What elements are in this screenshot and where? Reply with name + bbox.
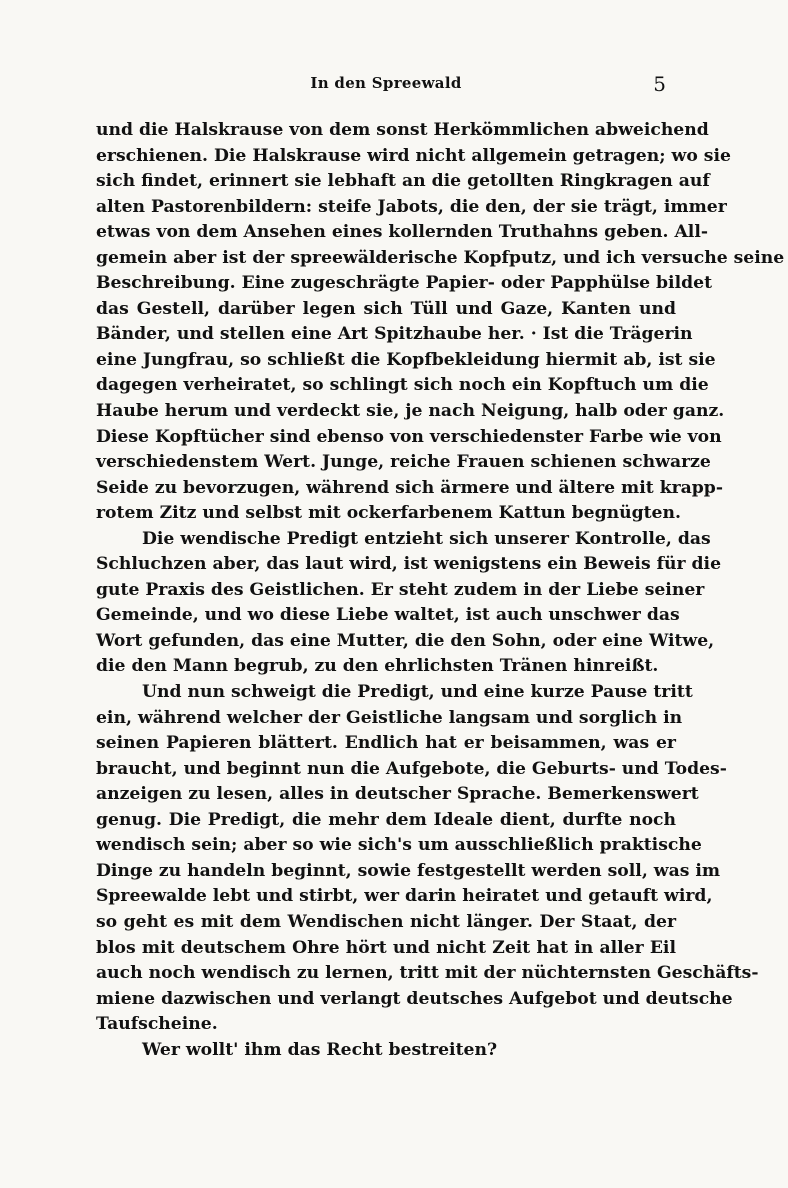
text-line: seinen Papieren blättert. Endlich hat er beisammen, was er	[96, 733, 676, 754]
text-line: so geht es mit dem Wendischen nicht länger. Der Staat, der	[96, 911, 676, 932]
text-line: Seide zu bevorzugen, während sich ärmere und ältere mit krapp-	[96, 477, 723, 498]
paragraph	[96, 680, 759, 1038]
text-line: Gemeinde, und wo diese Liebe waltet, ist auch unschwer das	[96, 605, 680, 626]
text-line: Diese Kopftücher sind ebenso von verschiedenster Farbe wie von	[96, 426, 722, 447]
running-title: In den Spreewald	[310, 74, 462, 92]
text-line: wendisch sein; aber so wie sich's um ausschließlich praktische	[96, 835, 702, 856]
text-line: Die wendische Predigt entzieht sich unserer Kontrolle, das	[142, 528, 711, 549]
text-line: Bänder, und stellen eine Art Spitzhaube her. · Ist die Trägerin	[96, 324, 693, 345]
text-line: sich findet, erinnert sie lebhaft an die getollten Ringkragen auf	[96, 171, 710, 192]
text-line: Und nun schweigt die Predigt, und eine kurze Pause tritt	[142, 682, 693, 703]
text-line: verschiedenstem Wert. Junge, reiche Frauen schienen schwarze	[96, 452, 711, 473]
text-line: erschienen. Die Halskrause wird nicht allgemein getragen; wo sie	[96, 145, 731, 166]
text-line: dagegen verheiratet, so schlingt sich noch ein Kopftuch um die	[96, 375, 709, 396]
text-line: etwas von dem Ansehen eines kollernden Truthahns geben. All-	[96, 222, 708, 243]
text-line: Haube herum und verdeckt sie, je nach Neigung, halb oder ganz.	[96, 401, 725, 422]
text-line: rotem Zitz und selbst mit ockerfarbenem Kattun begnügten.	[96, 503, 681, 524]
text-line: die den Mann begrub, zu den ehrlichsten Tränen hinreißt.	[96, 656, 659, 677]
page-number: 5	[653, 72, 666, 96]
text-line: Wer wollt' ihm das Recht bestreiten?	[142, 1039, 498, 1060]
text-line: Wort gefunden, das eine Mutter, die den Sohn, oder eine Witwe,	[96, 630, 715, 651]
text-line: ein, während welcher der Geistliche langsam und sorglich in	[96, 707, 683, 728]
text-line: das Gestell, darüber legen sich Tüll und Gaze, Kanten und	[96, 298, 676, 319]
paragraph	[96, 118, 785, 527]
text-line: genug. Die Predigt, die mehr dem Ideale dient, durfte noch	[96, 809, 676, 830]
text-line: Taufscheine.	[96, 1014, 218, 1035]
text-line: gemein aber ist der spreewälderische Kopfputz, und ich versuche seine	[96, 247, 785, 268]
text-line: Beschreibung. Eine zugeschrägte Papier- oder Papphülse bildet	[96, 273, 713, 294]
text-line: gute Praxis des Geistlichen. Er steht zudem in der Liebe seiner	[96, 579, 705, 600]
text-line: braucht, und beginnt nun die Aufgebote, die Geburts- und Todes-	[96, 758, 727, 779]
text-line: Dinge zu handeln beginnt, sowie festgestellt werden soll, was im	[96, 860, 721, 881]
text-line: anzeigen zu lesen, alles in deutscher Sprache. Bemerkenswert	[96, 784, 699, 805]
text-line: und die Halskrause von dem sonst Herkömmlichen abweichend	[96, 120, 709, 140]
text-line: miene dazwischen und verlangt deutsches Aufgebot und deutsche	[96, 988, 733, 1009]
paragraph	[96, 1038, 676, 1064]
text-line: auch noch wendisch zu lernen, tritt mit der nüchternsten Geschäfts-	[96, 963, 759, 984]
page-header	[96, 74, 676, 100]
text-line: eine Jungfrau, so schließt die Kopfbekleidung hiermit ab, ist sie	[96, 349, 716, 370]
text-line: blos mit deutschem Ohre hört und nicht Zeit hat in aller Eil	[96, 937, 676, 958]
text-line: Spreewalde lebt und stirbt, wer darin heiratet und getauft wird,	[96, 886, 713, 907]
text-line: alten Pastorenbildern: steife Jabots, die den, der sie trägt, immer	[96, 196, 727, 217]
text-line: Schluchzen aber, das laut wird, ist wenigstens ein Beweis für die	[96, 554, 722, 575]
paragraph	[96, 527, 722, 680]
body-text	[96, 118, 785, 1063]
